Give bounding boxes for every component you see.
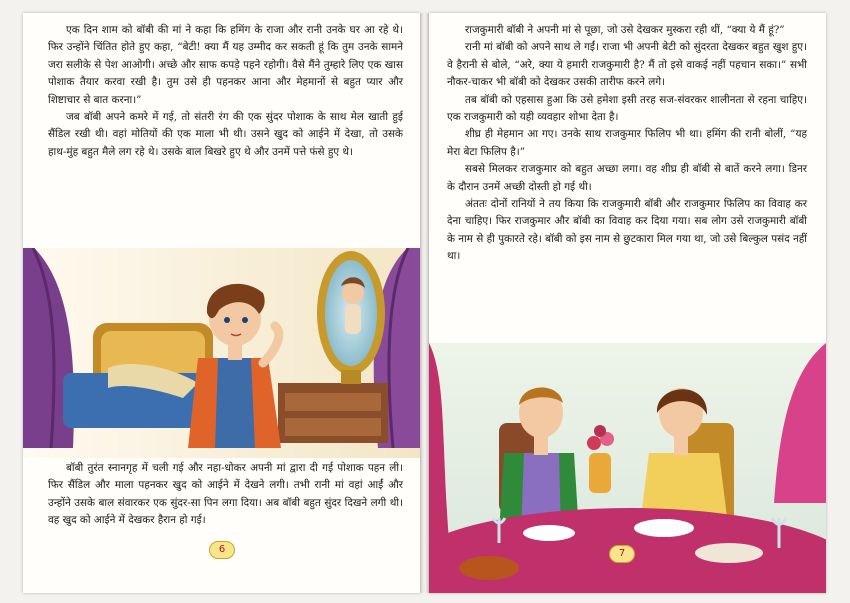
paragraph: तब बॉबी को एहसास हुआ कि उसे हमेशा इसी तरह सज-संवरकर शालीनता से रहना चाहिए। एक राजकुमारी को यही व्यवहार शोभा देता है। [447,93,807,124]
left-page [23,13,420,593]
paragraph: बॉबी तुरंत स्नानगृह में चली गई और नहा-धोकर अपनी मां द्वारा दी गई पोशाक पहन ली। फिर सैंडिल और माला पहनकर खुद को आईने में देखने लगी। तभी रानी मां वहां आईं और उन्होंने उसके बाल संवारकर एक सुंदर-सा पिन लगा दिया। अब बॉबी बहुत सुंदर दिखने लगी थी। वह खुद को आईने में देखकर हैरान हो गई। [48,462,403,527]
paragraph: एक दिन शाम को बॉबी की मां ने कहा कि हमिंग के राजा और रानी उनके घर आ रहे थे। फिर उन्होंने चिंतित होते हुए कहा, “बेटी! क्या मैं यह उम्मीद कर सकती हूं कि तुम उनके सामने जरा सलीके से पेश आओगी। अच्छे और साफ कपड़े पहने रहोगी। वैसे मैंने तुम्हारे लिए एक खास पोशाक तैयार करवा रखी है। तुम उसे ही पहनकर आना और मेहमानों से बहुत प्यार और शिष्टाचार से बात करना।” [48,24,403,106]
paragraph: रानी मां बॉबी को अपने साथ ले गईं। राजा भी अपनी बेटी को सुंदरता देखकर बहुत खुश हुए। वे हैरानी से बोले, “अरे, क्या ये हमारी राजकुमारी है? मैं तो इसे वाकई नहीं पहचान सका।” सभी नौकर-चाकर भी बॉबी को देखकर उसकी तारीफ करने लगे। [447,41,807,89]
paragraph: सबसे मिलकर राजकुमार को बहुत अच्छा लगा। वह शीघ्र ही बॉबी से बातें करने लगा। डिनर के दौरान उनमें अच्छी दोस्ती हो गई थी। [447,163,807,193]
plate [695,543,763,563]
page-number: 7 [609,545,635,563]
illustration-girl-mirror [23,248,420,458]
book-gutter [420,13,429,593]
right-text [447,22,807,266]
paragraph: राजकुमारी बॉबी ने अपनी मां से पूछा, जो उसे देखकर मुस्करा रही थीं, “क्या ये मैं हूं?” [465,24,785,36]
right-page [429,13,826,593]
left-top-text [48,22,403,161]
plate [634,519,694,537]
paragraph: शीघ्र ही मेहमान आ गए। उनके साथ राजकुमार फिलिप भी था। हमिंग की रानी बोलीं, “यह मेरा बेटा फिलिप है।” [447,128,807,158]
page-number: 6 [209,541,235,559]
left-bottom-text [48,460,403,530]
paragraph: जब बॉबी अपने कमरे में गई, तो संतरी रंग की एक सुंदर पोशाक के साथ मेल खाती हुई सैंडिल रखी थी। वहां मोतियों की एक माला भी थी। उसने खुद को आईने में देखा, तो उसके हाथ-मुंह बहुत मैले लग रहे थे। उसके बाल बिखरे हुए थे और उनमें पत्ते फंसे हुए थे। [48,111,403,158]
plate [523,525,575,541]
roast-dish [459,556,519,580]
paragraph: अंततः दोनों रानियों ने तय किया कि राजकुमारी बॉबी और राजकुमार फिलिप का विवाह कर देना चाहिए। फिर राजकुमार और बॉबी का विवाह कर दिया गया। सब लोग उसे राजकुमारी बॉबी के नाम से ही पुकारते रहे। बॉबी को इस नाम से छुटकारा मिल गया था, जो उसे बिल्कुल पसंद नहीं था। [447,198,807,263]
